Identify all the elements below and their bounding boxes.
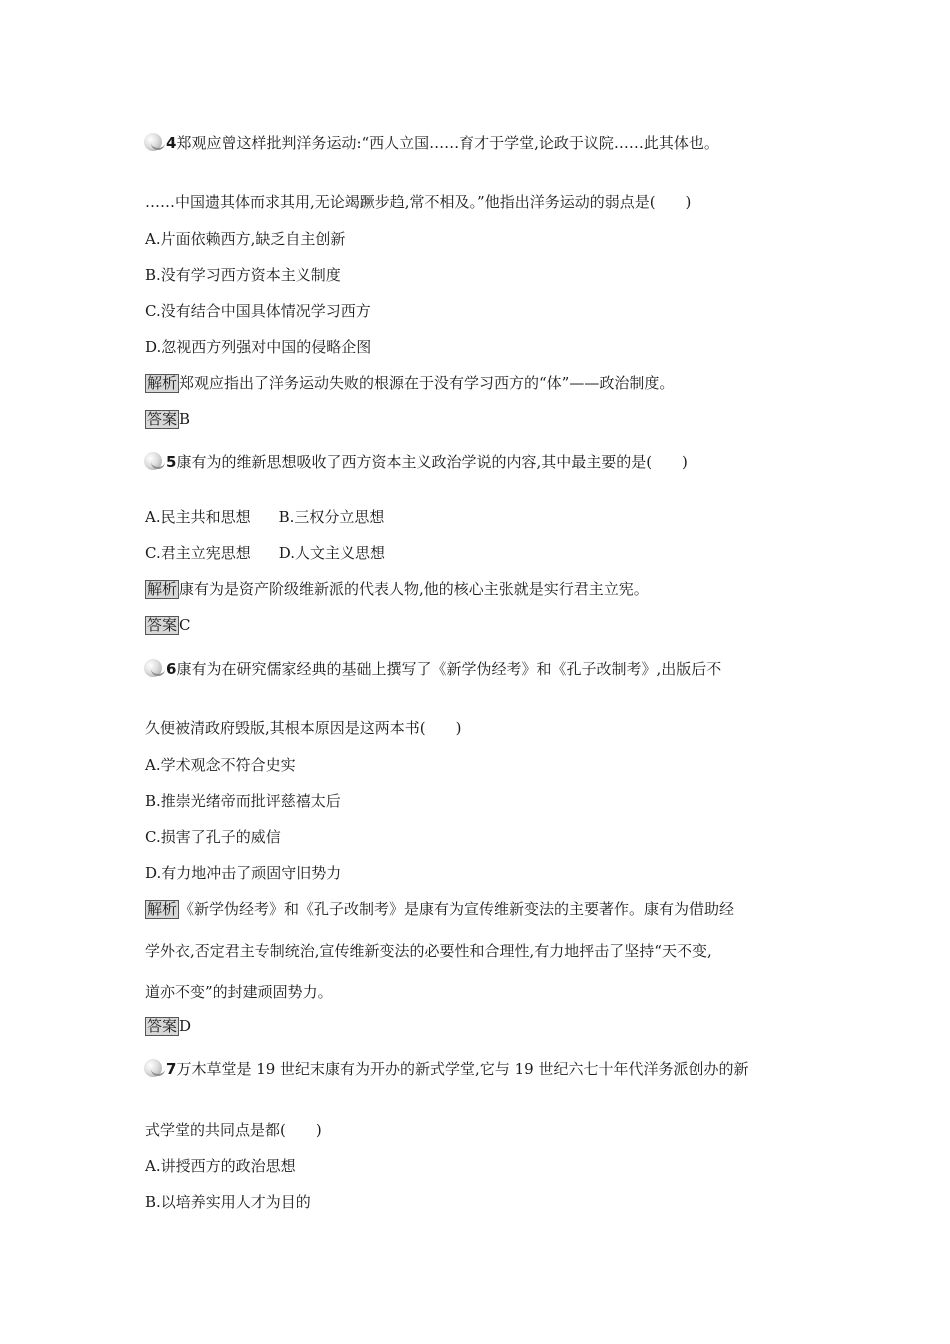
question-stem-text: 康有为的维新思想吸收了西方资本主义政治学说的内容,其中最主要的是( )	[176, 453, 688, 471]
answer-tag: 答案	[147, 410, 178, 428]
analysis-tag: 解析	[147, 900, 178, 918]
question-4-option-b[interactable]: B.没有学习西方资本主义制度	[145, 266, 341, 284]
question-5-option-a[interactable]: A.民主共和思想	[145, 508, 251, 526]
question-6-analysis-continued-1: 学外衣,否定君主专制统治,宣传维新变法的必要性和合理性,有力地抨击了坚持“天不变,	[145, 942, 712, 960]
answer-value: B	[179, 410, 191, 428]
question-4-stem-continued: ……中国遗其体而求其用,无论竭蹶步趋,常不相及。”他指出洋务运动的弱点是( )	[145, 193, 692, 211]
question-stem-text: 万木草堂是 19 世纪末康有为开办的新式学堂,它与 19 世纪六七十年代洋务派创办的新	[176, 1060, 749, 1078]
question-7-option-b[interactable]: B.以培养实用人才为目的	[145, 1193, 311, 1211]
question-6-option-d[interactable]: D.有力地冲击了顽固守旧势力	[145, 864, 342, 882]
question-stem-text: 郑观应曾这样批判洋务运动:“西人立国……育才于学堂,论政于议院……此其体也。	[176, 134, 719, 152]
question-icon	[144, 1059, 162, 1077]
question-icon	[144, 133, 162, 151]
analysis-tag: 解析	[147, 374, 178, 392]
question-6-option-c[interactable]: C.损害了孔子的威信	[145, 828, 281, 846]
question-4-option-a[interactable]: A.片面依赖西方,缺乏自主创新	[145, 230, 346, 248]
analysis-text: 郑观应指出了洋务运动失败的根源在于没有学习西方的“体”——政治制度。	[179, 374, 675, 392]
question-6-analysis-continued-2: 道亦不变”的封建顽固势力。	[145, 983, 333, 1001]
question-5-analysis	[145, 579, 649, 599]
question-4-option-d[interactable]: D.忽视西方列强对中国的侵略企图	[145, 338, 372, 356]
question-4-option-c[interactable]: C.没有结合中国具体情况学习西方	[145, 302, 371, 320]
answer-tag: 答案	[147, 616, 178, 634]
question-stem-text: 康有为在研究儒家经典的基础上撰写了《新学伪经考》和《孔子改制考》,出版后不	[176, 660, 722, 678]
question-5-option-c[interactable]: C.君主立宪思想	[145, 544, 251, 562]
question-number: 6	[166, 660, 177, 678]
question-icon	[144, 659, 162, 677]
question-6-answer	[145, 1016, 191, 1036]
question-5-option-d[interactable]: D.人文主义思想	[278, 544, 385, 562]
question-5-options-row-1	[145, 507, 384, 527]
question-6-option-a[interactable]: A.学术观念不符合史实	[145, 756, 296, 774]
answer-tag: 答案	[147, 1017, 178, 1035]
question-7-stem	[145, 1059, 748, 1079]
question-6-analysis	[145, 899, 734, 919]
analysis-text: 《新学伪经考》和《孔子改制考》是康有为宣传维新变法的主要著作。康有为借助经	[179, 900, 735, 918]
question-5-stem	[145, 452, 688, 472]
question-5-answer	[145, 615, 191, 635]
answer-value: C	[179, 616, 191, 634]
question-6-option-b[interactable]: B.推崇光绪帝而批评慈禧太后	[145, 792, 341, 810]
question-6-stem-continued: 久便被清政府毁版,其根本原因是这两本书( )	[145, 719, 462, 737]
question-number: 5	[166, 453, 177, 471]
analysis-text: 康有为是资产阶级维新派的代表人物,他的核心主张就是实行君主立宪。	[179, 580, 649, 598]
question-7-stem-continued: 式学堂的共同点是都( )	[145, 1121, 322, 1139]
analysis-tag: 解析	[147, 580, 178, 598]
question-4-stem	[145, 133, 719, 153]
question-4-analysis	[145, 373, 674, 393]
question-7-option-a[interactable]: A.讲授西方的政治思想	[145, 1157, 296, 1175]
question-4-answer	[145, 409, 190, 429]
question-5-options-row-2	[145, 543, 385, 563]
question-number: 7	[166, 1060, 177, 1078]
question-6-stem	[145, 659, 721, 679]
question-icon	[144, 452, 162, 470]
question-5-option-b[interactable]: B.三权分立思想	[278, 508, 385, 526]
question-number: 4	[166, 134, 177, 152]
answer-value: D	[179, 1017, 192, 1035]
